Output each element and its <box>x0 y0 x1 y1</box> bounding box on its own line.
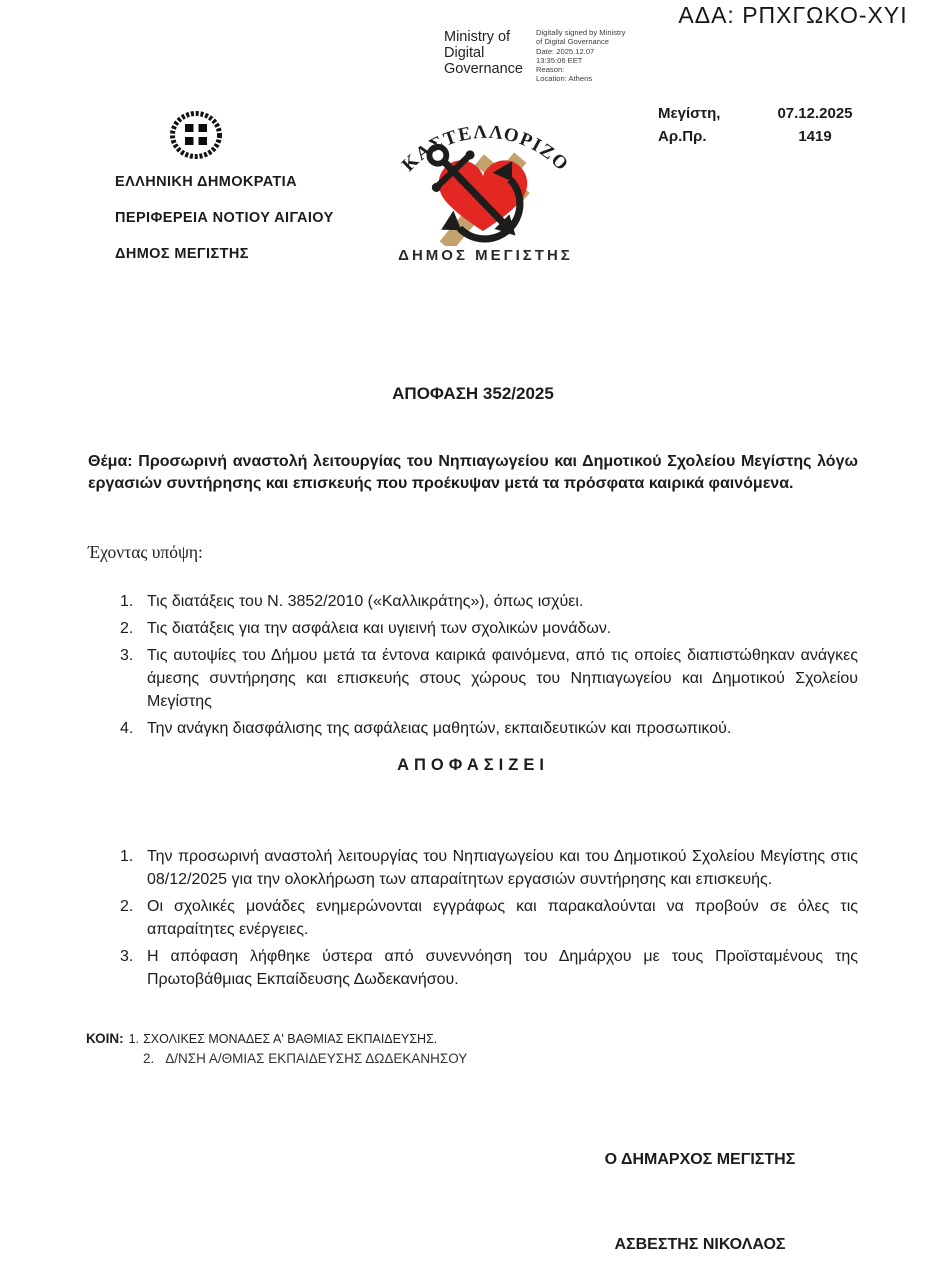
signature-name: ΑΣΒΕΣΤΗΣ ΝΙΚΟΛΑΟΣ <box>614 1236 786 1253</box>
list-item <box>88 644 858 713</box>
list-item <box>88 845 858 891</box>
digital-signature-signer: Ministry of Digital Governance <box>444 29 523 77</box>
document-date: 07.12.2025 <box>777 105 853 122</box>
koin-item-number: 2. <box>143 1051 155 1066</box>
item-number: 3. <box>120 948 134 965</box>
koin-line-2 <box>143 1051 467 1066</box>
koin-item-text: Δ/ΝΣΗ Α/ΘΜΙΑΣ ΕΚΠΑΙΔΕΥΣΗΣ ΔΩΔΕΚΑΝΗΣΟΥ <box>165 1051 468 1066</box>
authority-line-municipality: ΔΗΜΟΣ ΜΕΓΙΣΤΗΣ <box>115 246 249 262</box>
signature-detail-line: 13:35:06 EET <box>536 55 583 65</box>
having-regard-list <box>88 590 858 744</box>
logo-caption: ΔΗΜΟΣ ΜΕΓΙΣΤΗΣ <box>398 247 573 264</box>
item-text: Την ανάγκη διασφάλισης της ασφάλειας μαθητών, εκπαιδευτικών και προσωπικού. <box>147 720 732 737</box>
item-number: 1. <box>120 593 134 610</box>
decides-heading: ΑΠΟΦΑΣΙΖΕΙ <box>397 756 549 774</box>
greek-coat-of-arms-icon <box>169 111 223 159</box>
item-text: Την προσωρινή αναστολή λειτουργίας του Νηπιαγωγείου και του Δημοτικού Σχολείου Μεγίστης στις 08/12/2025 για την ολοκλήρωση των απαραίτητων εργασιών συντήρησης και επισκευής. <box>147 848 858 888</box>
item-number: 2. <box>120 620 134 637</box>
item-number: 4. <box>120 720 134 737</box>
subject-paragraph: Θέμα: Προσωρινή αναστολή λειτουργίας του Νηπιαγωγείου και Δημοτικού Σχολείου Μεγίστης λόγω εργασιών συντήρησης και επισκευής που προέκυψαν μετά τα πρόσφατα καιρικά φαινόμενα. <box>88 453 858 492</box>
item-number: 3. <box>120 647 134 664</box>
item-text: Τις διατάξεις για την ασφάλεια και υγιεινή των σχολικών μονάδων. <box>147 620 612 637</box>
kastellorizo-logo-icon <box>383 110 588 246</box>
koin-item-text: ΣΧΟΛΙΚΕΣ ΜΟΝΑΔΕΣ Α' ΒΑΘΜΙΑΣ ΕΚΠΑΙΔΕΥΣΗΣ. <box>143 1032 438 1046</box>
signature-detail-line: Date: 2025.12.07 <box>536 46 595 56</box>
signature-detail-line: of Digital Governance <box>536 37 610 47</box>
authority-line-republic: ΕΛΛΗΝΙΚΗ ΔΗΜΟΚΡΑΤΙΑ <box>115 174 297 190</box>
ada-code: ΑΔΑ: ΡΠΧΓΩΚΟ-ΧΥΙ <box>678 2 908 28</box>
item-text: Τις διατάξεις του Ν. 3852/2010 («Καλλικράτης»), όπως ισχύει. <box>147 593 584 610</box>
signature-detail-line: Digitally signed by Ministry <box>536 28 626 37</box>
item-text: Οι σχολικές μονάδες ενημερώνονται εγγράφως και παρακαλούνται να προβούν σε όλες τις απαραίτητες ενέργειες. <box>147 898 858 938</box>
protocol-number: 1419 <box>798 128 832 145</box>
list-item <box>88 590 858 613</box>
signature-title: Ο ΔΗΜΑΡΧΟΣ ΜΕΓΙΣΤΗΣ <box>604 1151 796 1168</box>
place-label: Μεγίστη, <box>658 105 721 122</box>
protocol-label: Αρ.Πρ. <box>658 128 707 145</box>
digital-signature-details <box>536 28 656 84</box>
item-text: Η απόφαση λήφθηκε ύστερα από συνεννόηση του Δημάρχου με τους Προϊσταμένους της Πρωτοβάθμιας Εκπαίδευσης Δωδεκανήσου. <box>147 948 858 988</box>
decides-list <box>88 845 858 995</box>
list-item <box>88 617 858 640</box>
list-item <box>88 717 858 740</box>
having-regard-label: Έχοντας υπόψη: <box>88 542 203 562</box>
koin-item-number: 1. <box>128 1032 140 1046</box>
signature-detail-line: Reason: <box>536 65 565 75</box>
list-item <box>88 895 858 941</box>
logo-arc-text: ΚΑΣΤΕΛΛΟΡΙΖΟ <box>398 121 573 176</box>
item-number: 1. <box>120 848 134 865</box>
list-item <box>88 945 858 991</box>
authority-line-region: ΠΕΡΙΦΕΡΕΙΑ ΝΟΤΙΟΥ ΑΙΓΑΙΟΥ <box>115 210 334 226</box>
item-number: 2. <box>120 898 134 915</box>
koin-label: ΚΟΙΝ: <box>86 1031 124 1046</box>
decision-title: ΑΠΟΦΑΣΗ 352/2025 <box>392 384 554 403</box>
item-text: Τις αυτοψίες του Δήμου μετά τα έντονα καιρικά φαινόμενα, από τις οποίες διαπιστώθηκαν ανάγκες άμεσης συντήρησης και επισκευής στους χώρους του Νηπιαγωγείου και Δημοτικού Σχολείου Μεγίστης <box>147 647 858 710</box>
koin-line-1 <box>86 1031 437 1046</box>
signature-detail-line: Location: Athens <box>536 74 593 84</box>
